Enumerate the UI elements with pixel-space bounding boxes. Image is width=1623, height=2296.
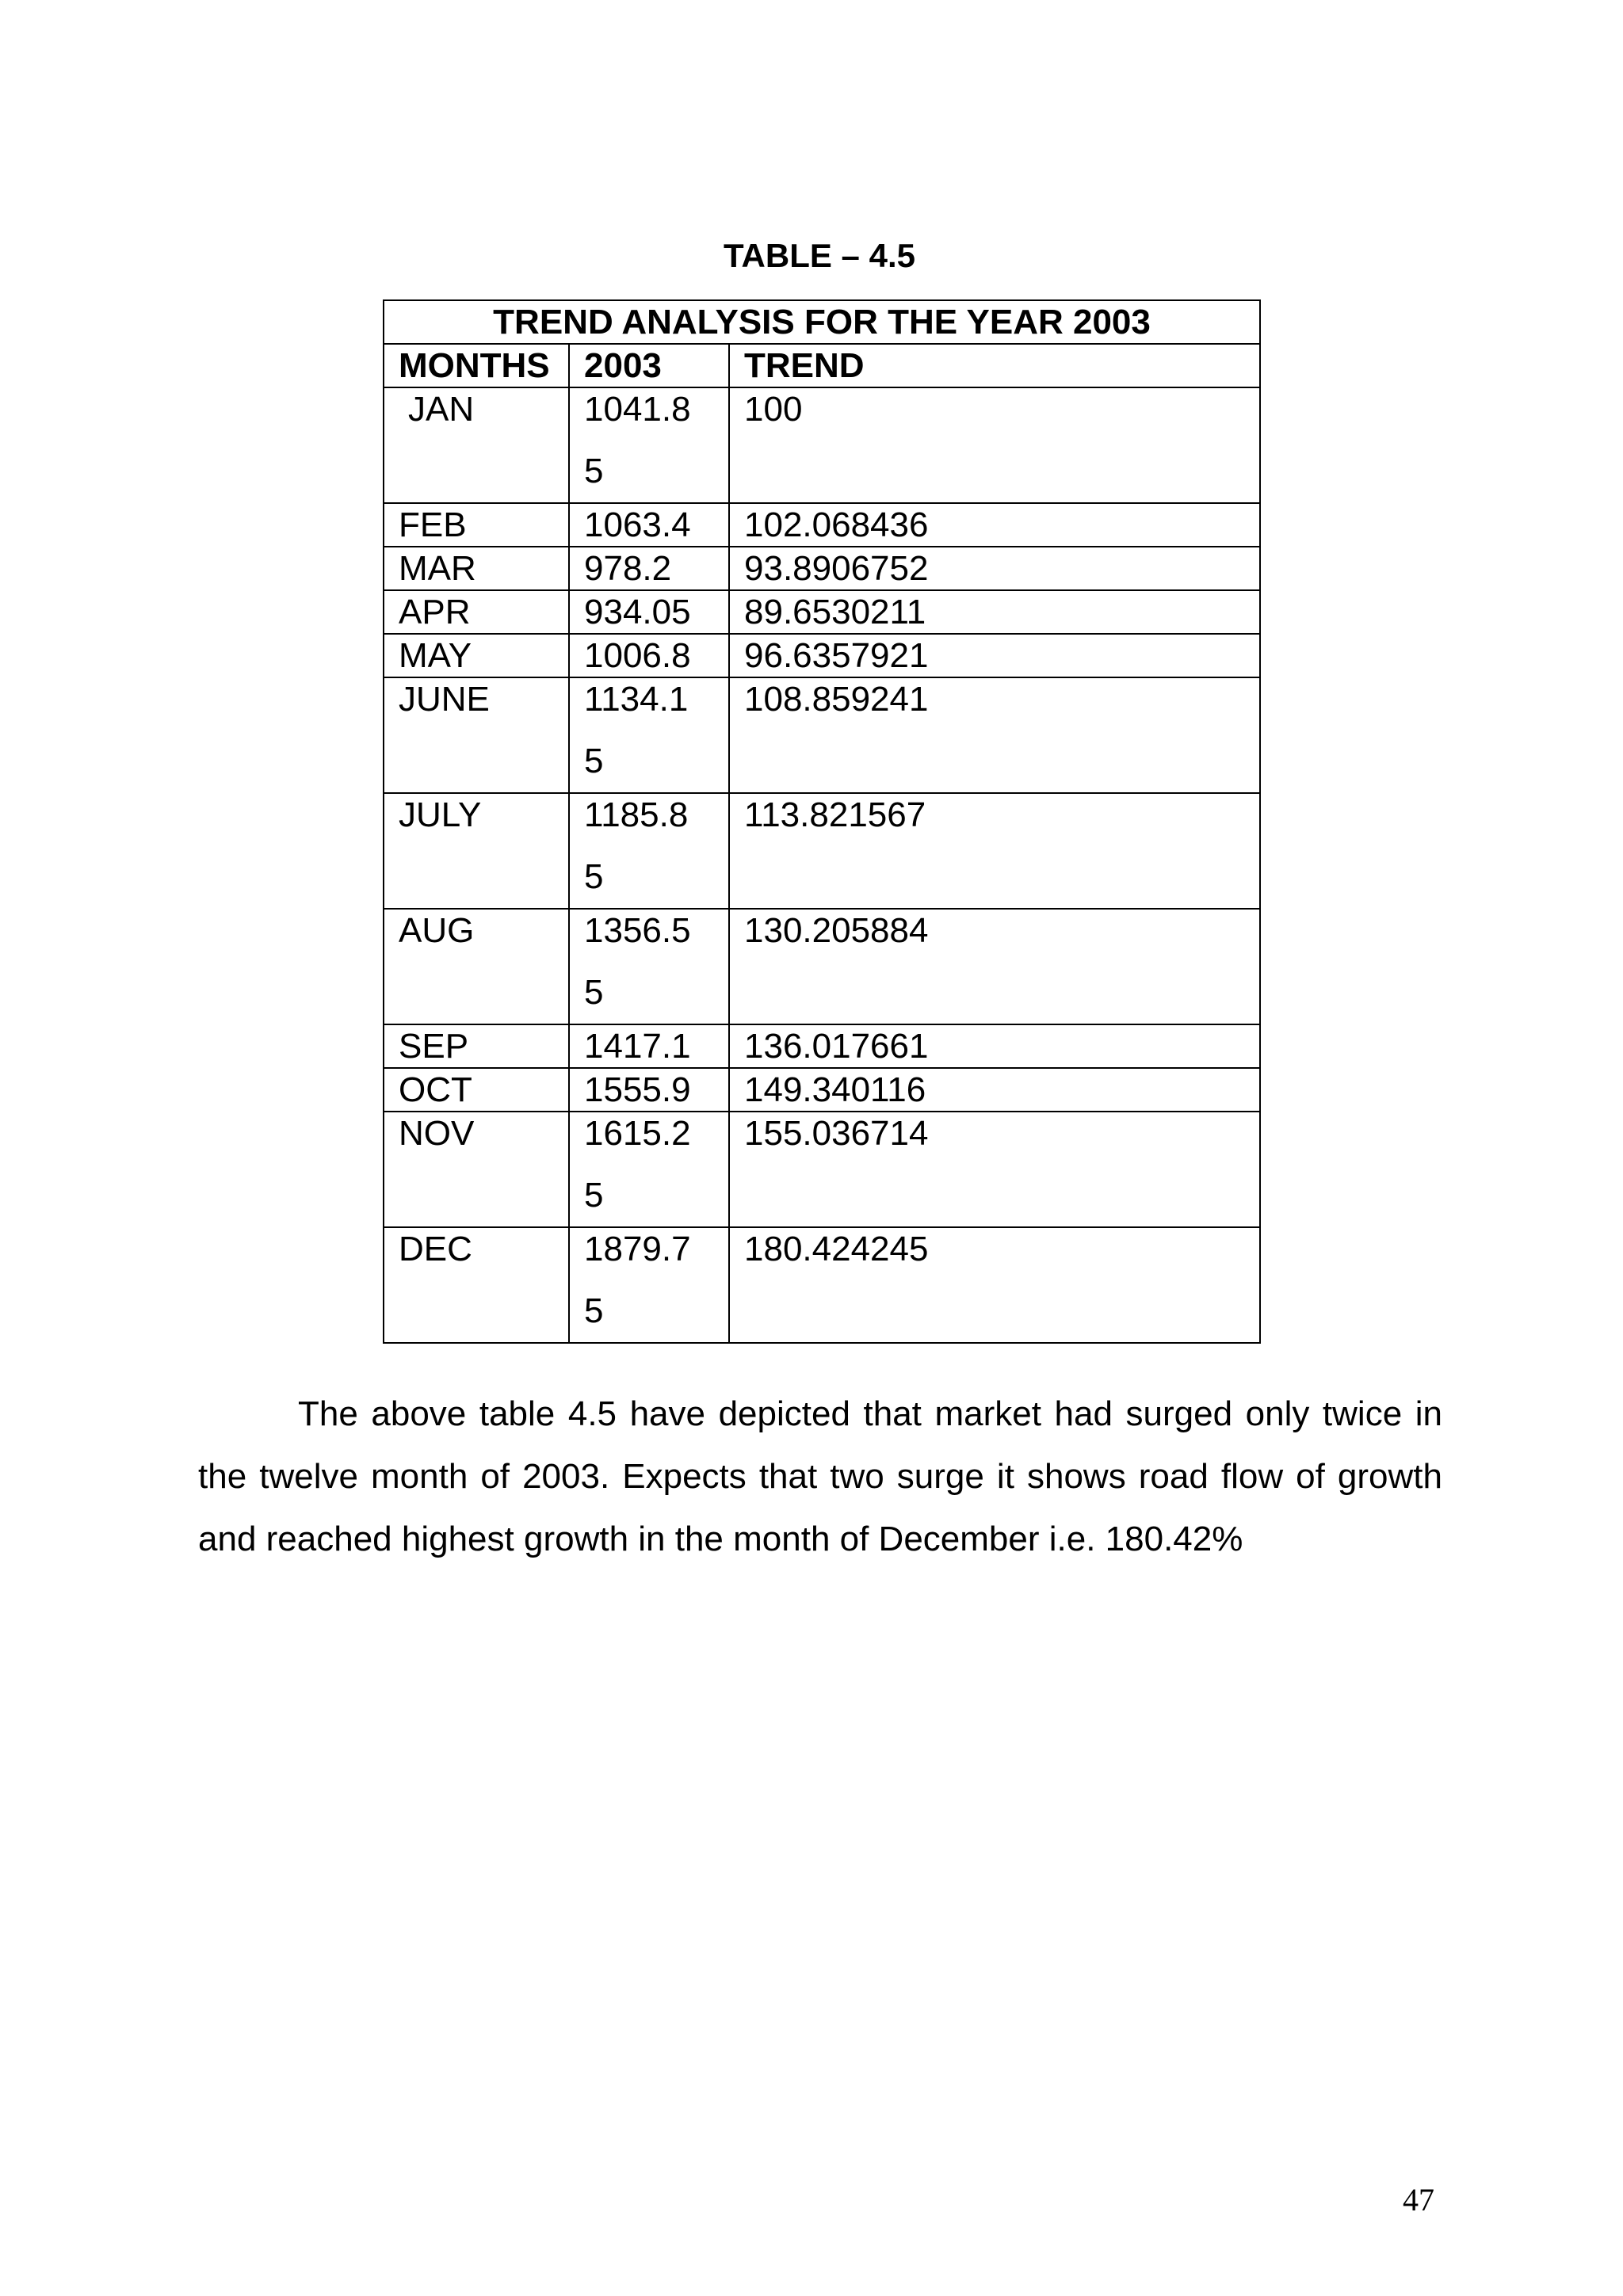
value-text: 1615.25: [584, 1114, 691, 1215]
month-cell: DEC: [384, 1227, 569, 1343]
column-header-trend: TREND: [729, 344, 1260, 387]
table-row: [384, 590, 1260, 634]
table-row: [384, 1227, 1260, 1343]
table-row: [384, 387, 1260, 503]
month-cell: APR: [384, 590, 569, 634]
value-cell: [569, 387, 729, 503]
table-caption: TREND ANALYSIS FOR THE YEAR 2003: [384, 300, 1260, 344]
table-row: [384, 1024, 1260, 1068]
value-cell: 1006.8: [569, 634, 729, 677]
month-cell: OCT: [384, 1068, 569, 1112]
table-row: [384, 909, 1260, 1024]
value-cell: [569, 1227, 729, 1343]
table-header-row: [384, 344, 1260, 387]
trend-cell: 93.8906752: [729, 547, 1260, 590]
table-title: TABLE – 4.5: [724, 237, 915, 274]
trend-cell: 155.036714: [729, 1112, 1260, 1227]
value-cell: [569, 909, 729, 1024]
value-text: 1356.55: [584, 911, 691, 1012]
month-cell: MAY: [384, 634, 569, 677]
value-text: 1041.85: [584, 390, 691, 490]
page-number: 47: [1403, 2182, 1434, 2218]
table-row: [384, 677, 1260, 793]
column-header-2003: 2003: [569, 344, 729, 387]
month-cell: JULY: [384, 793, 569, 909]
value-cell: [569, 1112, 729, 1227]
table-row: [384, 634, 1260, 677]
trend-cell: 180.424245: [729, 1227, 1260, 1343]
month-cell: JUNE: [384, 677, 569, 793]
table-row: [384, 793, 1260, 909]
month-cell: NOV: [384, 1112, 569, 1227]
table-row: [384, 1112, 1260, 1227]
trend-cell: 130.205884: [729, 909, 1260, 1024]
month-cell: JAN: [384, 387, 569, 503]
table-row: [384, 503, 1260, 547]
value-cell: 978.2: [569, 547, 729, 590]
trend-cell: 113.821567: [729, 793, 1260, 909]
value-cell: 1417.1: [569, 1024, 729, 1068]
value-text: 1185.85: [584, 795, 689, 896]
month-cell: SEP: [384, 1024, 569, 1068]
value-cell: [569, 793, 729, 909]
month-cell: MAR: [384, 547, 569, 590]
trend-cell: 100: [729, 387, 1260, 503]
trend-cell: 108.859241: [729, 677, 1260, 793]
trend-cell: 96.6357921: [729, 634, 1260, 677]
value-text: 1134.15: [584, 680, 689, 780]
trend-cell: 136.017661: [729, 1024, 1260, 1068]
month-cell: FEB: [384, 503, 569, 547]
value-text: 1879.75: [584, 1230, 691, 1330]
month-cell: AUG: [384, 909, 569, 1024]
trend-cell: 89.6530211: [729, 590, 1260, 634]
table-caption-row: [384, 300, 1260, 344]
trend-cell: 149.340116: [729, 1068, 1260, 1112]
value-cell: 1063.4: [569, 503, 729, 547]
trend-analysis-table: [383, 299, 1261, 1344]
value-cell: 1555.9: [569, 1068, 729, 1112]
table-row: [384, 1068, 1260, 1112]
trend-cell: 102.068436: [729, 503, 1260, 547]
value-cell: [569, 677, 729, 793]
column-header-months: MONTHS: [384, 344, 569, 387]
table-row: [384, 547, 1260, 590]
body-paragraph: The above table 4.5 have depicted that market had surged only twice in the twelve month of 2003. Expects that two surge it shows road flow of growth and reached highest growth in the month of December i.e. 180.42%: [198, 1394, 1442, 1558]
value-cell: 934.05: [569, 590, 729, 634]
